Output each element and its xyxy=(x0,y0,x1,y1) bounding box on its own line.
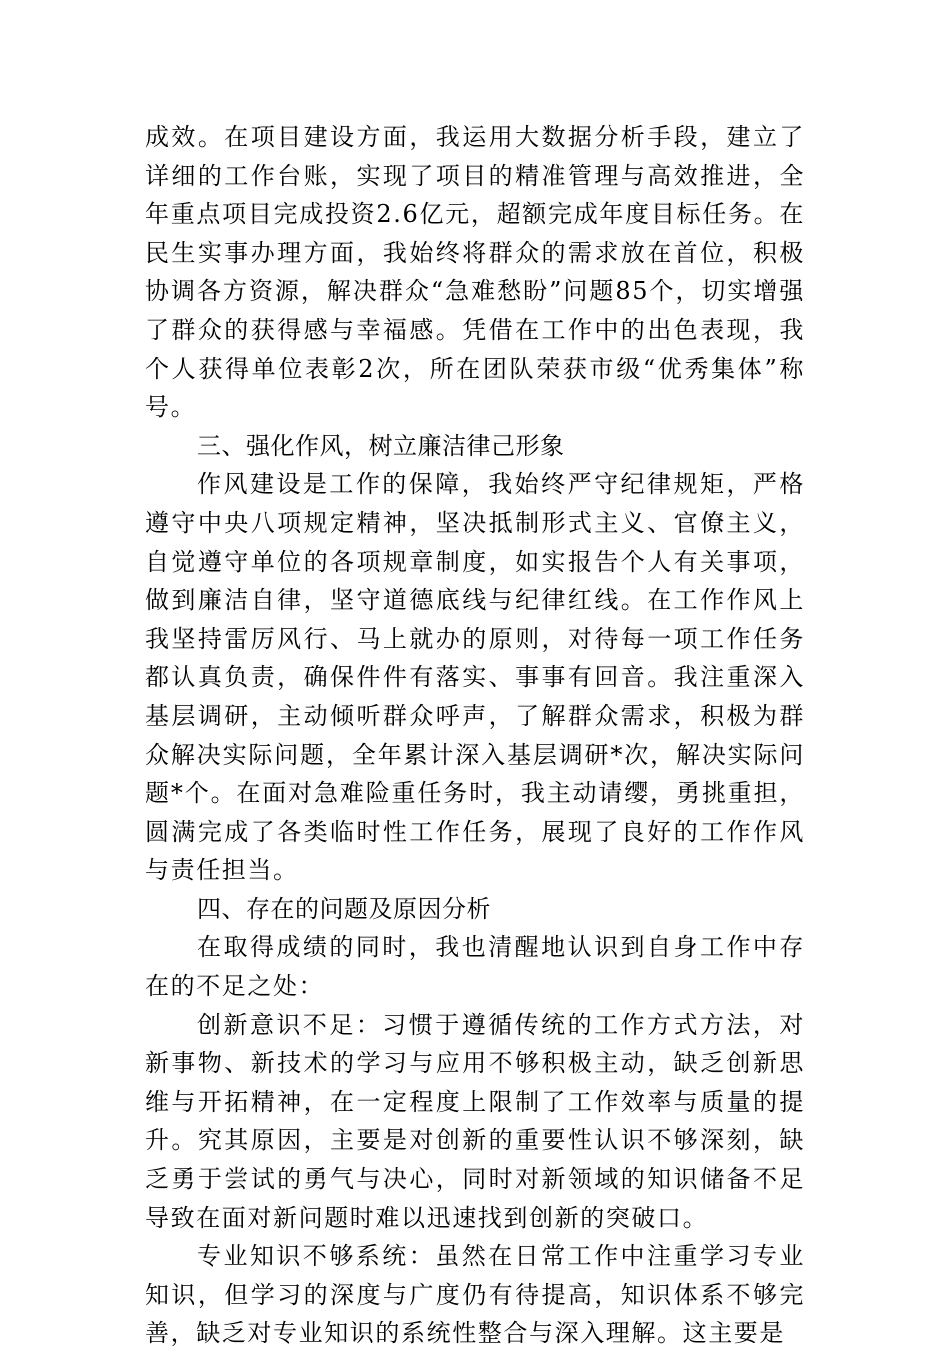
body-paragraph: 在取得成绩的同时，我也清醒地认识到自身工作中存在的不足之处： xyxy=(145,933,805,1001)
body-paragraph: 创新意识不足：习惯于遵循传统的工作方式方法，对新事物、新技术的学习与应用不够积极主动，缺乏创新思维与开拓精神，在一定程度上限制了工作效率与质量的提升。究其原因，主要是对创新的重要性认识不够深刻，缺乏勇于尝试的勇气与决心，同时对新领域的知识储备不足导致在面对新问题时难以迅速找到创新的突破口。 xyxy=(145,1010,805,1232)
body-paragraph: 成效。在项目建设方面，我运用大数据分析手段，建立了详细的工作台账，实现了项目的精准管理与高效推进，全年重点项目完成投资2.6亿元，超额完成年度目标任务。在民生实事办理方面，我始终将群众的需求放在首位，积极协调各方资源，解决群众“急难愁盼”问题85个，切实增强了群众的获得感与幸福感。凭借在工作中的出色表现，我个人获得单位表彰2次，所在团队荣获市级“优秀集体”称号。 xyxy=(145,123,805,422)
section-heading: 三、强化作风，树立廉洁律己形象 xyxy=(197,431,565,460)
body-paragraph: 专业知识不够系统：虽然在日常工作中注重学习专业知识，但学习的深度与广度仍有待提高，知识体系不够完善，缺乏对专业知识的系统性整合与深入理解。这主要是 xyxy=(145,1242,805,1348)
section-heading: 四、存在的问题及原因分析 xyxy=(197,894,491,923)
body-paragraph: 作风建设是工作的保障，我始终严守纪律规矩，严格遵守中央八项规定精神，坚决抵制形式主义、官僚主义，自觉遵守单位的各项规章制度，如实报告个人有关事项，做到廉洁自律，坚守道德底线与纪律红线。在工作作风上我坚持雷厉风行、马上就办的原则，对待每一项工作任务都认真负责，确保件件有落实、事事有回音。我注重深入基层调研，主动倾听群众呼声，了解群众需求，积极为群众解决实际问题，全年累计深入基层调研*次，解决实际问题*个。在面对急难险重任务时，我主动请缨，勇挑重担，圆满完成了各类临时性工作任务，展现了良好的工作作风与责任担当。 xyxy=(145,470,805,885)
document-page xyxy=(145,118,805,1353)
